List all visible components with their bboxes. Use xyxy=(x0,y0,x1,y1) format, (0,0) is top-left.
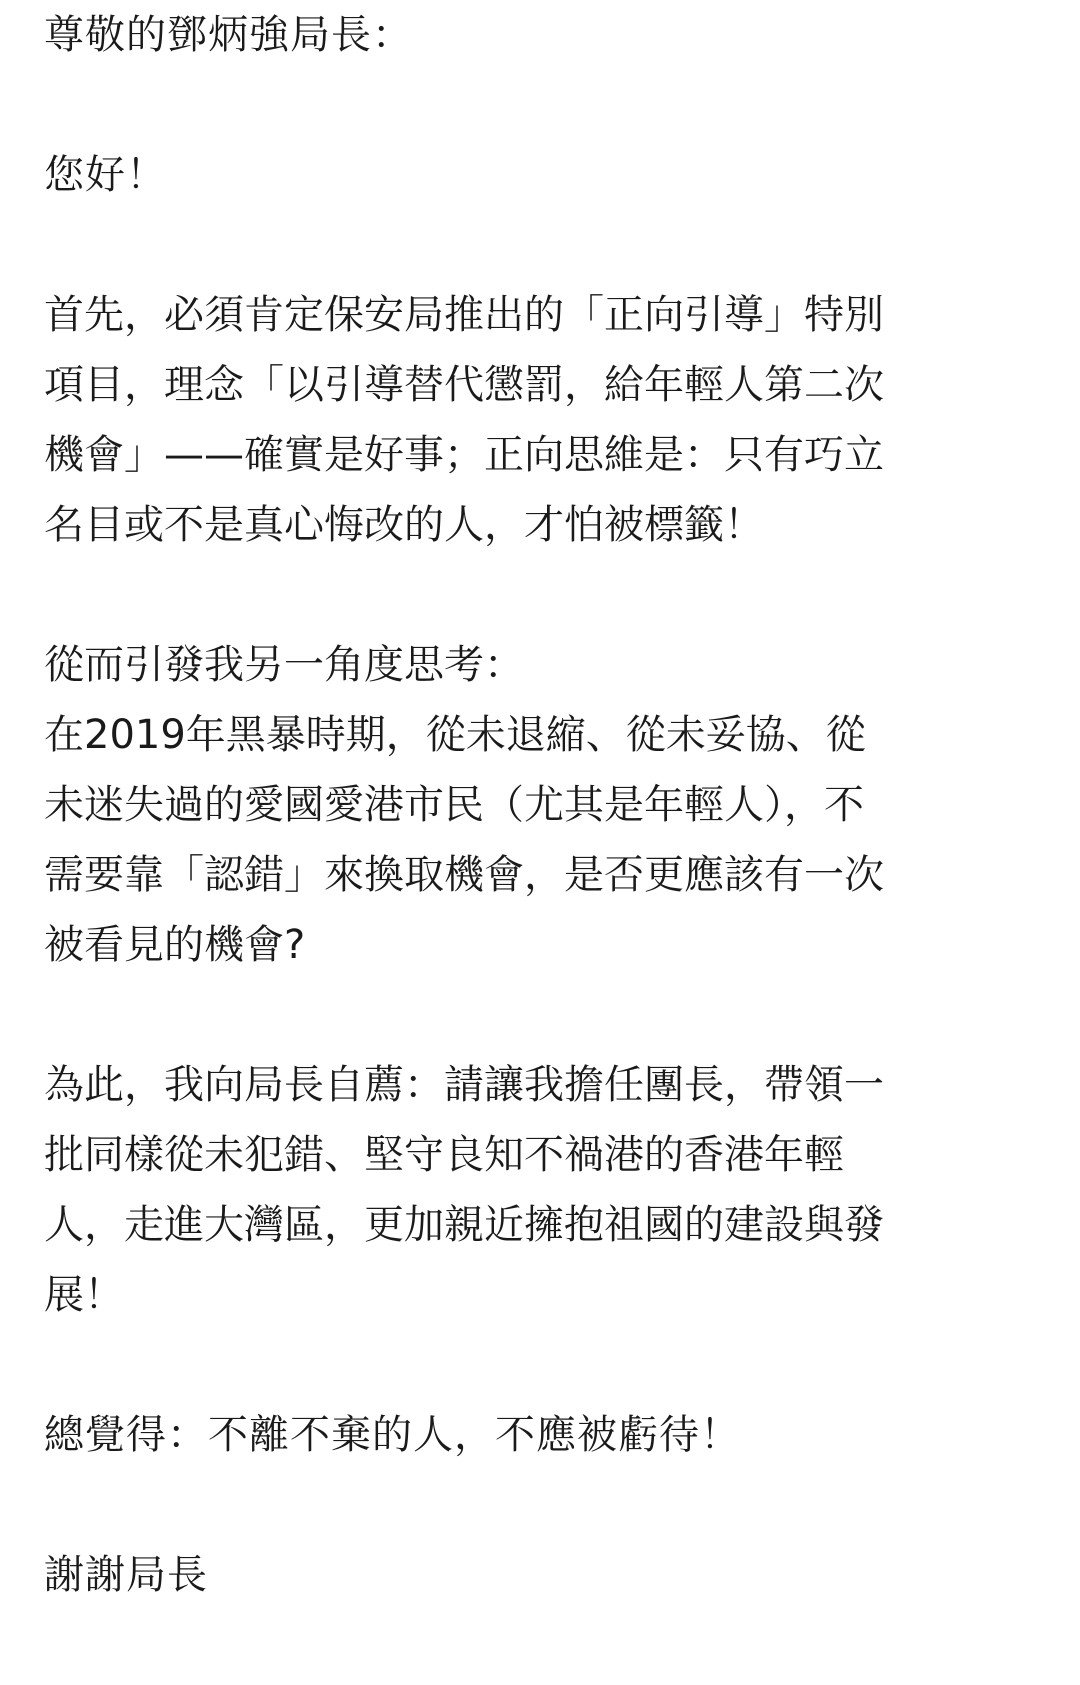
paragraph-line: 項目，理念「以引導替代懲罰，給年輕人第二次 xyxy=(44,362,884,408)
paragraph-line: 機會」——確實是好事；正向思維是：只有巧立 xyxy=(44,432,884,478)
paragraph-line: 需要靠「認錯」來換取機會，是否更應該有一次 xyxy=(44,852,884,898)
paragraph-line: 為此，我向局長自薦：請讓我擔任團長，帶領一 xyxy=(44,1062,884,1108)
spacer xyxy=(44,1470,1034,1540)
spacer xyxy=(44,980,1034,1050)
spacer xyxy=(44,70,1034,140)
letter-body xyxy=(44,0,1034,1610)
paragraph-line: 被看見的機會? xyxy=(44,922,306,968)
paragraph-line: 展！ xyxy=(44,1272,124,1318)
paragraph-1 xyxy=(44,280,1034,560)
paragraph-line: 從而引發我另一角度思考： xyxy=(44,642,524,688)
paragraph-2 xyxy=(44,630,1034,980)
closing: 謝謝局長 xyxy=(44,1552,208,1598)
paragraph-line: 在2019年黑暴時期，從未退縮、從未妥協、從 xyxy=(44,712,866,758)
paragraph-line: 批同樣從未犯錯、堅守良知不禍港的香港年輕 xyxy=(44,1132,844,1178)
greeting: 您好！ xyxy=(44,152,167,198)
spacer xyxy=(44,210,1034,280)
paragraph-line: 首先，必須肯定保安局推出的「正向引導」特別 xyxy=(44,292,884,338)
paragraph-4: 總覺得：不離不棄的人，不應被虧待！ xyxy=(44,1412,741,1458)
spacer xyxy=(44,1330,1034,1400)
paragraph-line: 未迷失過的愛國愛港市民（尤其是年輕人），不 xyxy=(44,782,864,828)
spacer xyxy=(44,560,1034,630)
paragraph-3 xyxy=(44,1050,1034,1330)
paragraph-line: 名目或不是真心悔改的人，才怕被標籤！ xyxy=(44,502,764,548)
paragraph-line: 人，走進大灣區，更加親近擁抱祖國的建設與發 xyxy=(44,1202,884,1248)
salutation: 尊敬的鄧炳強局長： xyxy=(44,12,413,58)
